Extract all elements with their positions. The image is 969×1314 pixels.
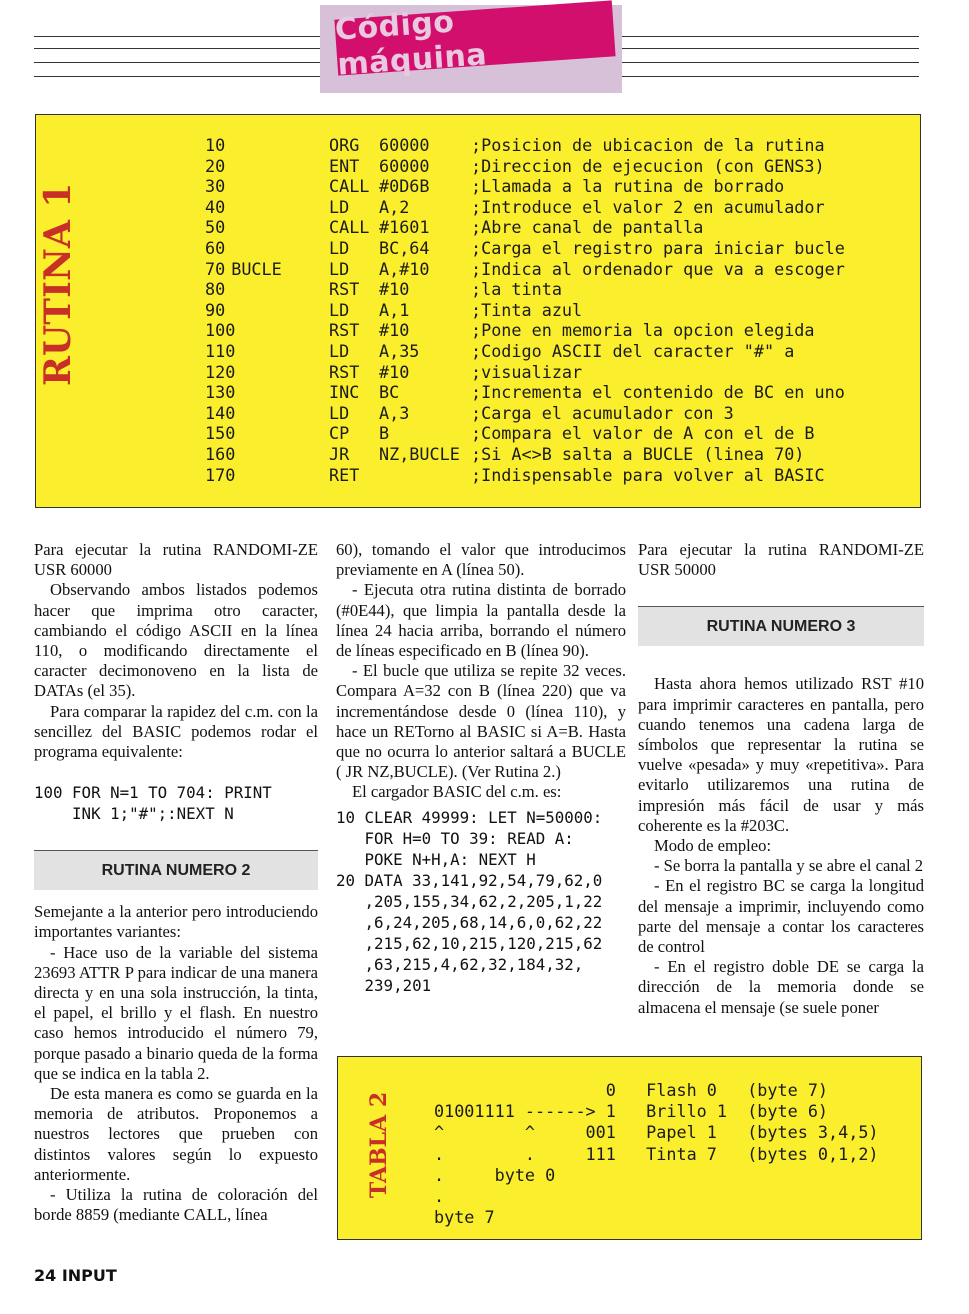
rutina1-listing (205, 135, 845, 485)
operand: 60000 (379, 155, 430, 176)
line-number (205, 341, 329, 362)
line-number (205, 403, 329, 424)
comment: ;Compara el valor de A con el de B (471, 423, 815, 444)
line-number-value: 110 (205, 340, 236, 361)
opcode: RET (329, 464, 360, 485)
line-number (205, 217, 329, 238)
line-number-value: 140 (205, 402, 236, 423)
line-number-value: 170 (205, 464, 236, 485)
tabla2-content (434, 1080, 879, 1228)
operand: A,3 (379, 402, 410, 423)
opcode: LD (329, 196, 350, 217)
paragraph: Hasta ahora hemos utilizado RST #10 para imprimir caracteres en pantalla, pero cuando tenemos una cadena larga de símbolos que representar la rutina se vuelve «pesada» y muy «repetitiva». Para evitarlo utilizaremos una rutina de impresión más fácil de usar y más coherente es la #203C. (638, 674, 924, 835)
paragraph: Para ejecutar la rutina RANDOMI-ZE USR 60000 (34, 540, 318, 580)
code-line (205, 300, 845, 321)
comment: ;visualizar (471, 361, 583, 382)
opcode: RST (329, 320, 360, 341)
line-number-value: 10 (205, 135, 226, 155)
opcode: RST (329, 361, 360, 382)
operand: #10 (379, 361, 410, 382)
code-line (205, 176, 845, 197)
comment: ;Carga el acumulador con 3 (471, 402, 734, 423)
line-number (205, 156, 329, 177)
line-number (205, 444, 329, 465)
paragraph: - Hace uso de la variable del sistema 23693 ATTR P para indicar de una manera directa y en una sola instrucción, la tinta, el papel, el brillo y el flash. En nuestro caso hemos introducido el número 79, porque pasado a binario queda de la forma que se indica en la tabla 2. (34, 942, 318, 1083)
code-line (205, 135, 845, 156)
opcode: INC (329, 382, 360, 403)
operand (379, 465, 471, 486)
code-line (205, 403, 845, 424)
line-number (205, 135, 329, 156)
tabla-line: 0 Flash 0 (byte 7) (434, 1080, 829, 1100)
line-number-value: 50 (205, 217, 226, 238)
tabla-line: . . 111 Tinta 7 (bytes 0,1,2) (434, 1143, 879, 1164)
line-number-value: 20 (205, 155, 226, 176)
line-number (205, 320, 329, 341)
paragraph: De esta manera es como se guarda en la memoria de atributos. Proponemos a nuestros lectores que prueben con distintos valores según lo expuesto anteriormente. (34, 1084, 318, 1184)
line-number-value: 150 (205, 423, 236, 444)
comment: ;Indica al ordenador que va a escoger (471, 258, 845, 279)
line-number (205, 423, 329, 444)
line-number-value: 70 (205, 258, 226, 279)
code-line (205, 238, 845, 259)
operand: #10 (379, 320, 410, 341)
opcode: ORG (329, 135, 360, 155)
line-number (205, 238, 329, 259)
operand: BC (379, 382, 400, 403)
column-2 (336, 540, 626, 996)
paragraph: Para comparar la rapidez del c.m. con la sencillez del BASIC podemos rodar el programa equivalente: (34, 701, 318, 762)
comment: ;la tinta (471, 279, 562, 300)
tabla-line: . byte 0 (434, 1164, 556, 1185)
paragraph: Modo de empleo: (654, 836, 772, 856)
opcode: LD (329, 299, 350, 320)
code-label: BUCLE (231, 258, 282, 279)
line-number-value: 60 (205, 237, 226, 258)
tabla-line: ^ ^ 001 Papel 1 (bytes 3,4,5) (434, 1122, 879, 1143)
paragraph: Para ejecutar la rutina RANDOMI-ZE USR 50000 (638, 540, 924, 580)
tabla-line: byte 7 (434, 1207, 495, 1228)
operand: #10 (379, 279, 410, 300)
opcode: CP (329, 423, 350, 444)
code-line (205, 423, 845, 444)
line-number (205, 176, 329, 197)
operand: B (379, 423, 390, 444)
comment: ;Tinta azul (471, 299, 583, 320)
header-title-box (333, 0, 615, 83)
paragraph: Observando ambos listados podemos hacer que imprima otro caracter, cambiando el código ASCII en la línea 110, o modificando directamente el caracter decimonoveno en la lista de DATAs (el 35). (34, 580, 318, 701)
basic-code: 100 FOR N=1 TO 704: PRINT INK 1;"#";:NEXT N (34, 783, 272, 824)
comment: ;Carga el registro para iniciar bucle (471, 237, 845, 258)
code-line (205, 465, 845, 486)
line-number-value: 90 (205, 299, 226, 320)
paragraph: - Ejecuta otra rutina distinta de borrado (#0E44), que limpia la pantalla desde la línea 24 hacia arriba, borrando el número de líneas especificado en B (línea 90). (336, 580, 626, 661)
line-number-value: 130 (205, 382, 236, 403)
line-number (205, 197, 329, 218)
line-number (205, 300, 329, 321)
paragraph: El cargador BASIC del c.m. es: (352, 782, 562, 802)
opcode: ENT (329, 155, 360, 176)
operand: 60000 (379, 135, 430, 155)
column-1 (34, 540, 318, 1225)
operand: BC,64 (379, 237, 430, 258)
operand: A,#10 (379, 258, 430, 279)
tabla-line: . (434, 1185, 445, 1206)
code-line (205, 362, 845, 383)
basic-loader-code: 10 CLEAR 49999: LET N=50000: FOR H=0 TO 39: READ A: POKE N+H,A: NEXT H 20 DATA 33,141,92,54,79,62,0 ,205,155,34,62,2,205,1,22 ,6,24,205,68,14,6,0,62,22 ,215,62,10,215,120,215,62 ,63,215,4,62,32,184,32, 239,201 (336, 807, 603, 995)
operand: #1601 (379, 217, 430, 238)
line-number-value: 80 (205, 279, 226, 300)
code-line (205, 217, 845, 238)
line-number-value: 120 (205, 361, 236, 382)
line-number-value: 30 (205, 176, 226, 197)
header-title: Código máquina (333, 4, 489, 83)
code-line (205, 197, 845, 218)
code-line (205, 156, 845, 177)
comment: ;Indispensable para volver al BASIC (471, 464, 825, 485)
operand: NZ,BUCLE (379, 443, 460, 464)
code-line (205, 320, 845, 341)
opcode: CALL (329, 217, 370, 238)
page-footer: 24 INPUT (34, 1266, 117, 1285)
line-number (205, 362, 329, 383)
line-number (205, 382, 329, 403)
paragraph: - Utiliza la rutina de coloración del borde 8859 (mediante CALL, línea (34, 1185, 318, 1225)
tabla-line: 01001111 ------> 1 Brillo 1 (byte 6) (434, 1101, 829, 1122)
paragraph: - El bucle que utiliza se repite 32 veces. Compara A=32 con B (línea 220) que va incrementándose desde 0 (línea 110), y hace un RETorno al BASIC si A=B. Hasta que no ocurra lo anterior saltará a BUCLE ( JR NZ,BUCLE). (Ver Rutina 2.) (336, 661, 626, 782)
opcode: LD (329, 340, 350, 361)
comment: ;Codigo ASCII del caracter "#" a (471, 340, 795, 361)
operand: A,35 (379, 340, 420, 361)
line-number (205, 259, 329, 280)
paragraph: - En el registro BC se carga la longitud del mensaje a imprimir, incluyendo como parte del mensaje a contar los caracteres de control (638, 876, 924, 957)
column-3 (638, 540, 924, 1018)
opcode: LD (329, 258, 350, 279)
comment: ;Llamada a la rutina de borrado (471, 176, 785, 197)
opcode: LD (329, 402, 350, 423)
line-number-value: 160 (205, 443, 236, 464)
comment: ;Incrementa el contenido de BC en uno (471, 382, 845, 403)
line-number-value: 40 (205, 196, 226, 217)
comment: ;Pone en memoria la opcion elegida (471, 320, 815, 341)
paragraph: 60), tomando el valor que introducimos previamente en A (línea 50). (336, 540, 626, 580)
paragraph: Semejante a la anterior pero introduciendo importantes variantes: (34, 902, 318, 942)
opcode: RST (329, 279, 360, 300)
tabla2-label: TABLA 2 (366, 1091, 392, 1199)
operand: A,1 (379, 299, 410, 320)
code-line (205, 279, 845, 300)
line-number (205, 465, 329, 486)
comment: ;Si A<>B salta a BUCLE (linea 70) (471, 443, 805, 464)
paragraph: - En el registro doble DE se carga la dirección de la memoria donde se almacena el mensaje (se suele poner (638, 957, 924, 1017)
code-line (205, 341, 845, 362)
operand: #0D6B (379, 176, 430, 197)
opcode: LD (329, 237, 350, 258)
operand: A,2 (379, 196, 410, 217)
comment: ;Abre canal de pantalla (471, 217, 704, 238)
line-number (205, 279, 329, 300)
paragraph: - Se borra la pantalla y se abre el canal 2 (654, 856, 924, 876)
line-number-value: 100 (205, 320, 236, 341)
code-line (205, 444, 845, 465)
comment: ;Introduce el valor 2 en acumulador (471, 196, 825, 217)
comment: ;Posicion de ubicacion de la rutina (471, 135, 825, 155)
code-line (205, 259, 845, 280)
section-heading: RUTINA NUMERO 2 (34, 850, 318, 890)
comment: ;Direccion de ejecucion (con GENS3) (471, 155, 825, 176)
code-line (205, 382, 845, 403)
rutina1-label: RUTINA 1 (37, 182, 79, 386)
opcode: CALL (329, 176, 370, 197)
opcode: JR (329, 443, 350, 464)
section-heading: RUTINA NUMERO 3 (638, 606, 924, 646)
